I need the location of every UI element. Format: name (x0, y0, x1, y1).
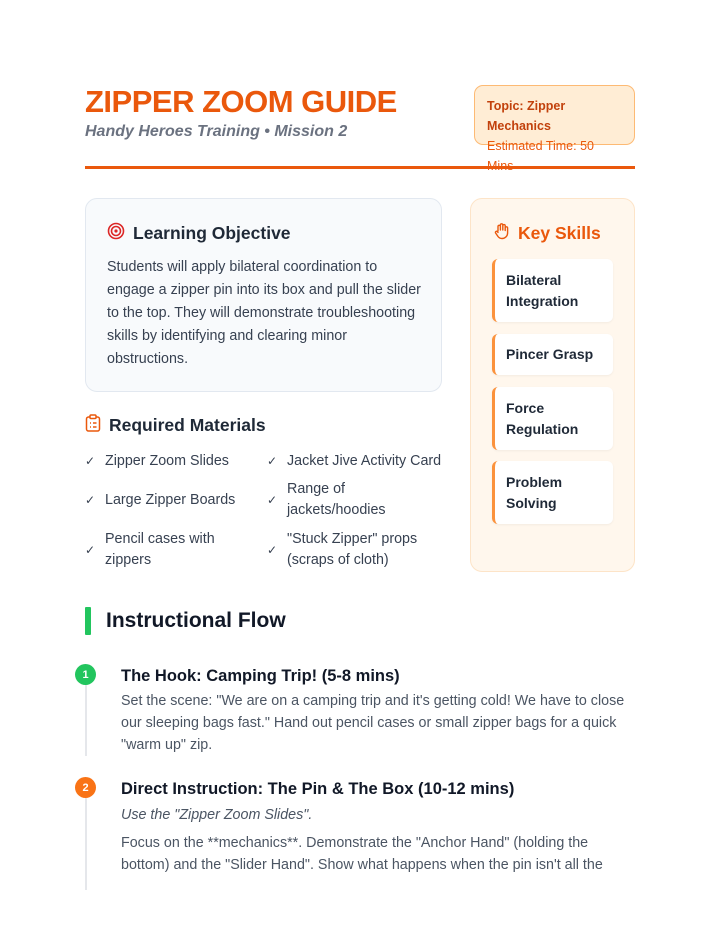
check-icon: ✓ (267, 454, 278, 468)
clipboard-icon (85, 414, 101, 437)
step-text: Set the scene: "We are on a camping trip and it's getting cold! We have to close our sleeping bags fast." Hand out pencil cases or small zipper bags for a quick "warm up" zip. (121, 693, 625, 753)
check-icon: ✓ (85, 493, 96, 507)
material-item: ✓ "Stuck Zipper" props (scraps of cloth) (267, 531, 418, 568)
step-note: Use the "Zipper Zoom Slides". (121, 807, 313, 823)
step-title: Direct Instruction: The Pin & The Box (10-12 mins) (121, 780, 515, 798)
page-subtitle: Handy Heroes Training • Mission 2 (85, 123, 348, 140)
learning-objective-card (85, 198, 442, 392)
step-number-badge: 1 (75, 664, 96, 685)
material-item: ✓ Zipper Zoom Slides (85, 451, 255, 472)
check-icon: ✓ (267, 542, 278, 557)
estimated-time: Estimated Time: 50 (487, 139, 594, 153)
material-item: ✓ Range of jackets/hoodies (267, 481, 386, 518)
check-icon: ✓ (85, 454, 96, 468)
objective-heading: Learning Objective (133, 222, 291, 243)
topic-box (474, 85, 635, 153)
section-marker (85, 607, 91, 635)
objective-header (107, 221, 421, 245)
material-item: ✓ Large Zipper Boards (85, 490, 255, 511)
header-divider (85, 166, 635, 169)
check-icon: ✓ (267, 492, 278, 507)
timeline-line (85, 798, 87, 890)
material-item: ✓ Jacket Jive Activity Card (267, 451, 442, 472)
skill-item: Bilateral Integration (492, 259, 613, 322)
materials-header (85, 412, 266, 438)
flow-heading: Instructional Flow (106, 609, 286, 632)
skills-header (493, 221, 601, 245)
key-skills-card (470, 198, 635, 572)
timeline-line (85, 684, 87, 756)
materials-heading: Required Materials (109, 414, 266, 435)
check-icon: ✓ (85, 542, 96, 557)
target-icon (107, 222, 125, 245)
topic-label: Topic: Zipper Mechanics (487, 99, 566, 133)
skills-heading: Key Skills (518, 222, 601, 243)
page-title: ZIPPER ZOOM GUIDE (85, 84, 397, 119)
skill-item: Pincer Grasp (492, 334, 613, 375)
lesson-guide-page (82, 0, 635, 932)
material-item: ✓ Pencil cases with zippers (85, 531, 215, 568)
skill-item: Problem Solving (492, 461, 613, 524)
hand-icon (493, 222, 511, 245)
step-title: The Hook: Camping Trip! (5-8 mins) (121, 667, 400, 685)
step-text: Focus on the **mechanics**. Demonstrate the "Anchor Hand" (holding the bottom) and the "Slider Hand". Show what happens when the pin isn't all the (121, 835, 603, 873)
step-number-badge: 2 (75, 777, 96, 798)
objective-text: Students will apply bilateral coordination to engage a zipper pin into its box and pull the slider to the top. They will demonstrate troubleshooting skills by identifying and clearing minor obstructions. (107, 259, 421, 367)
skill-item: Force Regulation (492, 387, 613, 450)
